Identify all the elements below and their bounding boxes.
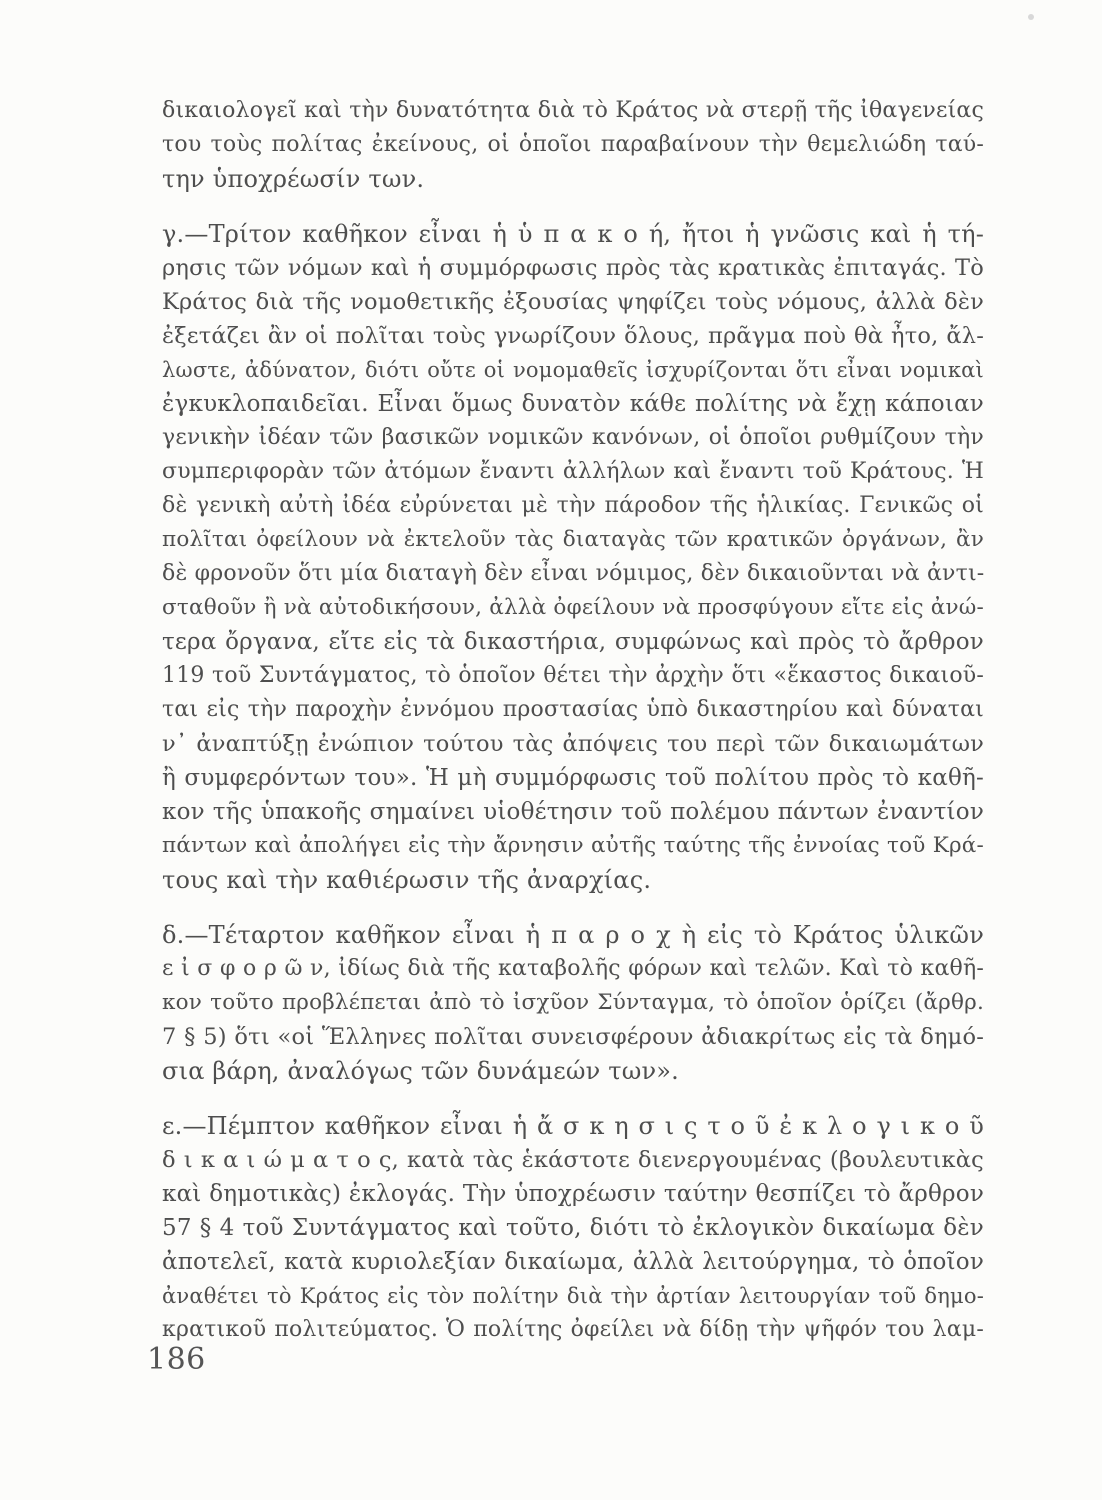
text-line: δὲ γενικὴ αὐτὴ ἰδέα εὐρύνεται μὲ τὴν πάροδον τῆς ἡλικίας. Γενικῶς οἱ (162, 493, 984, 518)
text-line: ται εἰς τὴν παροχὴν ἐννόμου προστασίας ὑπὸ δικαστηρίου καὶ δύναται (162, 697, 984, 722)
text-line: ρησις τῶν νόμων καὶ ἡ συμμόρφωσις πρὸς τὰς κρατικὰς ἐπιταγάς. Τὸ (162, 255, 984, 281)
text-line: συμπεριφορὰν τῶν ἀτόμων ἔναντι ἀλλήλων καὶ ἔναντι τοῦ Κράτους. Ἡ (162, 459, 984, 484)
text-line: την ὑποχρέωσίν των. (162, 165, 425, 193)
text-line: τους καὶ τὴν καθιέρωσιν τῆς ἀναρχίας. (162, 866, 652, 894)
text-line: κρατικοῦ πολιτεύματος. Ὁ πολίτης ὀφείλει νὰ δίδῃ τὴν ψῆφόν του λαμ- (162, 1317, 984, 1342)
text-line: ν᾽ ἀναπτύξῃ ἐνώπιον τούτου τὰς ἀπόψεις του περὶ τῶν δικαιωμάτων (162, 731, 984, 757)
text-line: δὲ φρονοῦν ὅτι μία διαταγὴ δὲν εἶναι νόμιμος, δὲν δικαιοῦνται νὰ ἀντι- (162, 561, 985, 586)
text-line: 57 § 4 τοῦ Συντάγματος καὶ τοῦτο, διότι τὸ ἐκλογικὸν δικαίωμα δὲν (162, 1215, 984, 1241)
text-line: λωστε, ἀδύνατον, διότι οὔτε οἱ νομομαθεῖς ἰσχυρίζονται ὅτι εἶναι νομικαὶ (162, 358, 984, 382)
text-line: καὶ δημοτικὰς) ἐκλογάς. Τὴν ὑποχρέωσιν ταύτην θεσπίζει τὸ ἄρθρον (162, 1181, 984, 1207)
text-line: του τοὺς πολίτας ἐκείνους, οἱ ὁποῖοι παραβαίνουν τὴν θεμελιώδη ταύ- (162, 132, 984, 157)
text-line: πολῖται ὀφείλουν νὰ ἐκτελοῦν τὰς διαταγὰς τῶν κρατικῶν ὀργάνων, ἂν (162, 527, 984, 552)
text-line: ἀναθέτει τὸ Κράτος εἰς τὸν πολίτην διὰ τὴν ἀρτίαν λειτουργίαν τοῦ δημο- (162, 1284, 984, 1308)
text-line: πάντων καὶ ἀπολήγει εἰς τὴν ἄρνησιν αὐτῆς ταύτης τῆς ἐννοίας τοῦ Κρά- (162, 833, 984, 858)
paragraph-gamma-obedience (162, 217, 984, 897)
text-line: Κράτος διὰ τῆς νομοθετικῆς ἐξουσίας ψηφίζει τοὺς νόμους, ἀλλὰ δὲν (162, 289, 984, 315)
text-line: ε ἰ σ φ ο ρ ῶ ν, ἰδίως διὰ τῆς καταβολῆς φόρων καὶ τελῶν. Καὶ τὸ καθῆ- (162, 956, 984, 981)
text-line: δικαιολογεῖ καὶ τὴν δυνατότητα διὰ τὸ Κράτος νὰ στερῇ τῆς ἰθαγενείας (162, 98, 984, 123)
page-body (162, 94, 984, 1368)
text-line: κον τοῦτο προβλέπεται ἀπὸ τὸ ἰσχῦον Σύνταγμα, τὸ ὁποῖον ὁρίζει (ἄρθρ. (162, 990, 984, 1015)
text-line: σταθοῦν ἢ νὰ αὐτοδικήσουν, ἀλλὰ ὀφείλουν νὰ προσφύγουν εἴτε εἰς ἀνώ- (162, 595, 984, 620)
text-line: δ ι κ α ι ώ μ α τ ο ς, κατὰ τὰς ἑκάστοτε διενεργουμένας (βουλευτικὰς (162, 1147, 984, 1173)
text-line: 119 τοῦ Συντάγματος, τὸ ὁποῖον θέτει τὴν ἀρχὴν ὅτι «ἕκαστος δικαιοῦ- (162, 663, 984, 688)
text-line: 7 § 5) ὅτι «οἱ Ἕλληνες πολῖται συνεισφέρουν ἀδιακρίτως εἰς τὰ δημό- (162, 1024, 984, 1050)
text-line: ἢ συμφερόντων του». Ἡ μὴ συμμόρφωσις τοῦ πολίτου πρὸς τὸ καθῆ- (162, 765, 984, 791)
page-number: 186 (147, 1342, 206, 1377)
text-line: γενικὴν ἰδέαν τῶν βασικῶν νομικῶν κανόνων, οἱ ὁποῖοι ρυθμίζουν τὴν (162, 425, 984, 450)
text-line: γ.—Τρίτον καθῆκον εἶναι ἡ ὑ π α κ ο ή, ἤτοι ἡ γνῶσις καὶ ἡ τή- (162, 220, 984, 248)
paper-speck (1028, 14, 1034, 20)
text-line: ἀποτελεῖ, κατὰ κυριολεξίαν δικαίωμα, ἀλλὰ λειτούργημα, τὸ ὁποῖον (162, 1249, 984, 1275)
text-line: κον τῆς ὑπακοῆς σημαίνει υἱοθέτησιν τοῦ πολέμου πάντων ἐναντίον (162, 799, 984, 825)
text-line: ε.—Πέμπτον καθῆκον εἶναι ἡ ἄ σ κ η σ ι ς τ ο ῦ ἐ κ λ ο γ ι κ ο ῦ (162, 1112, 984, 1140)
text-line: σια βάρη, ἀναλόγως τῶν δυνάμεών των». (162, 1057, 679, 1085)
text-line: ἐγκυκλοπαιδεῖαι. Εἶναι ὅμως δυνατὸν κάθε πολίτης νὰ ἔχῃ κάποιαν (162, 391, 984, 417)
text-line: ἐξετάζει ἂν οἱ πολῖται τοὺς γνωρίζουν ὅλους, πρᾶγμα ποὺ θὰ ἦτο, ἄλ- (162, 323, 984, 349)
text-line: δ.—Τέταρτον καθῆκον εἶναι ἡ π α ρ ο χ ὴ εἰς τὸ Κράτος ὑλικῶν (162, 921, 984, 949)
paragraph-epsilon-voting (162, 1109, 984, 1347)
paragraph-continuation (162, 94, 984, 196)
paragraph-delta-contributions (162, 918, 984, 1088)
text-line: τερα ὄργανα, εἴτε εἰς τὰ δικαστήρια, συμφώνως καὶ πρὸς τὸ ἄρθρον (162, 629, 984, 655)
